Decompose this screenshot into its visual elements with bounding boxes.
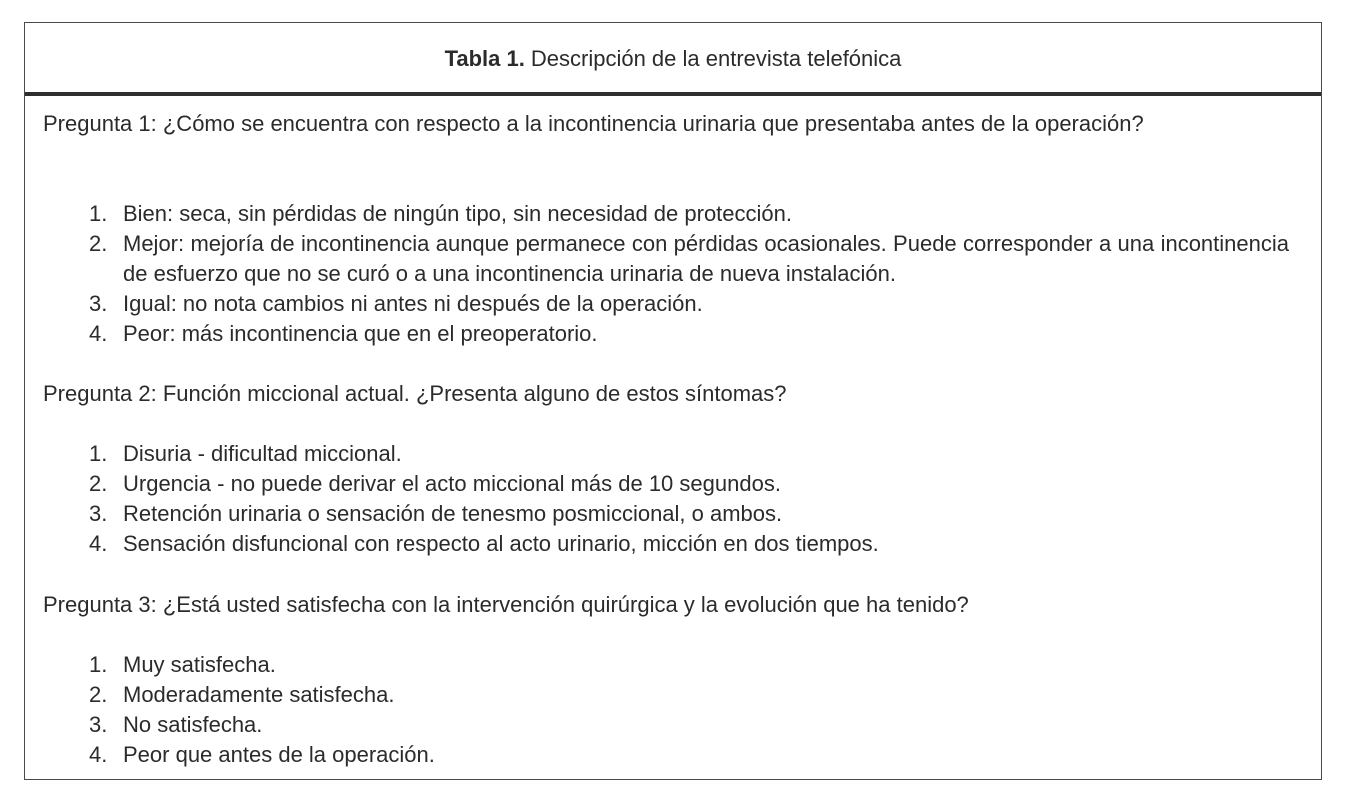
option-text: Mejor: mejoría de incontinencia aunque permanece con pérdidas ocasionales. Puede corresponder a una incontinencia de esfuerzo que no se curó o a una incontinencia urinaria de nueva instalación. bbox=[123, 231, 1289, 286]
option-text: Peor: más incontinencia que en el preoperatorio. bbox=[123, 321, 598, 346]
option-number: 4. bbox=[89, 742, 108, 767]
list-item bbox=[89, 680, 1289, 710]
option-number: 1. bbox=[89, 201, 108, 226]
option-number: 4. bbox=[89, 321, 108, 346]
option-number: 3. bbox=[89, 291, 108, 316]
table-title: Descripción de la entrevista telefónica bbox=[530, 45, 902, 71]
option-number: 1. bbox=[89, 441, 108, 466]
option-number: 3. bbox=[89, 501, 108, 526]
option-number: 2. bbox=[89, 471, 108, 496]
option-text: Muy satisfecha. bbox=[123, 652, 276, 677]
option-text: Retención urinaria o sensación de tenesmo posmiccional, o ambos. bbox=[123, 501, 783, 526]
option-text: Bien: seca, sin pérdidas de ningún tipo, sin necesidad de protección. bbox=[123, 201, 792, 226]
list-item bbox=[89, 439, 1289, 469]
list-item bbox=[89, 289, 1289, 319]
list-item bbox=[89, 469, 1289, 499]
option-text: Sensación disfuncional con respecto al acto urinario, micción en dos tiempos. bbox=[123, 531, 879, 556]
table-caption bbox=[25, 23, 1321, 96]
option-number: 3. bbox=[89, 712, 108, 737]
question-3: Pregunta 3: ¿Está usted satisfecha con la intervención quirúrgica y la evolución que ha tenido? bbox=[43, 592, 969, 617]
option-number: 2. bbox=[89, 682, 108, 707]
option-number: 2. bbox=[89, 231, 108, 256]
list-item bbox=[89, 499, 1289, 529]
question-2: Pregunta 2: Función miccional actual. ¿Presenta alguno de estos síntomas? bbox=[43, 381, 787, 406]
question-1: Pregunta 1: ¿Cómo se encuentra con respecto a la incontinencia urinaria que presentaba antes de la operación? bbox=[43, 111, 1144, 136]
option-number: 1. bbox=[89, 652, 108, 677]
option-text: Urgencia - no puede derivar el acto miccional más de 10 segundos. bbox=[123, 471, 781, 496]
list-item bbox=[89, 740, 1289, 770]
question-1-options bbox=[89, 199, 1289, 349]
table-frame bbox=[24, 22, 1322, 780]
option-text: Moderadamente satisfecha. bbox=[123, 682, 395, 707]
list-item bbox=[89, 650, 1289, 680]
question-2-options bbox=[89, 439, 1289, 559]
option-text: Igual: no nota cambios ni antes ni después de la operación. bbox=[123, 291, 703, 316]
list-item bbox=[89, 319, 1289, 349]
question-3-options bbox=[89, 650, 1289, 770]
option-text: No satisfecha. bbox=[123, 712, 263, 737]
list-item bbox=[89, 710, 1289, 740]
table-label: Tabla 1. bbox=[444, 45, 525, 71]
option-text: Peor que antes de la operación. bbox=[123, 742, 435, 767]
list-item bbox=[89, 529, 1289, 559]
list-item bbox=[89, 199, 1289, 229]
option-number: 4. bbox=[89, 531, 108, 556]
list-item bbox=[89, 229, 1289, 289]
option-text: Disuria - dificultad miccional. bbox=[123, 441, 402, 466]
